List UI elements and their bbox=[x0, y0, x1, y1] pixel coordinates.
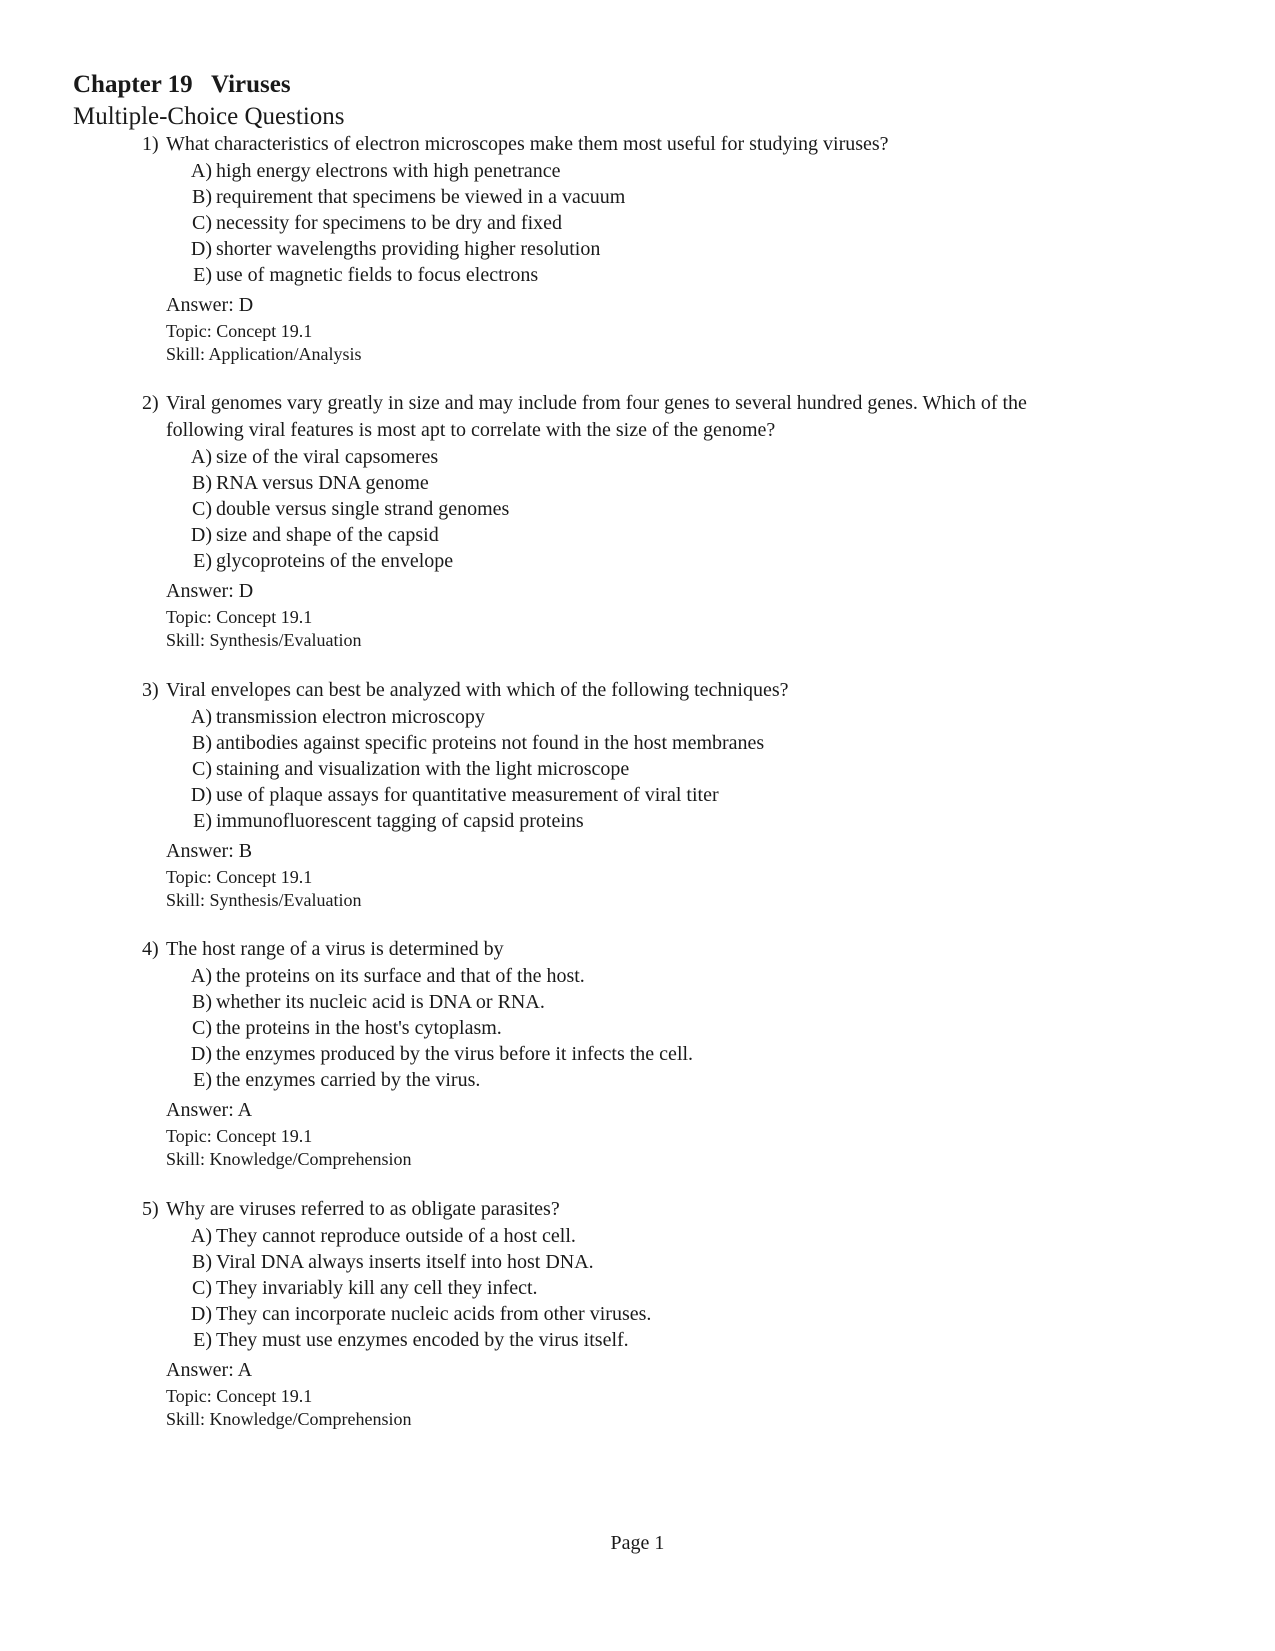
option-letter: A) bbox=[190, 1225, 212, 1247]
question-number: 1) bbox=[142, 133, 159, 155]
answer-key: Answer: D bbox=[166, 580, 254, 602]
answer-key: Answer: A bbox=[166, 1359, 253, 1381]
option-text: immunofluorescent tagging of capsid proteins bbox=[216, 810, 584, 832]
option-text: the proteins in the host's cytoplasm. bbox=[216, 1017, 502, 1039]
question-text: What characteristics of electron microscopes make them most useful for studying viruses? bbox=[166, 133, 889, 155]
option-letter: D) bbox=[190, 1303, 212, 1325]
question-text: following viral features is most apt to correlate with the size of the genome? bbox=[166, 419, 776, 441]
option-letter: C) bbox=[192, 212, 212, 234]
option-text: double versus single strand genomes bbox=[216, 498, 510, 520]
option-letter: D) bbox=[190, 238, 212, 260]
question-text: Why are viruses referred to as obligate parasites? bbox=[166, 1198, 560, 1220]
question-number: 4) bbox=[142, 938, 159, 960]
option-text: necessity for specimens to be dry and fixed bbox=[216, 212, 563, 234]
skill-label: Skill: Synthesis/Evaluation bbox=[166, 890, 362, 910]
option-letter: A) bbox=[190, 706, 212, 728]
option-text: the enzymes carried by the virus. bbox=[216, 1069, 481, 1091]
chapter-title: Chapter 19 Viruses bbox=[73, 71, 291, 98]
option-text: staining and visualization with the light microscope bbox=[216, 758, 630, 780]
option-text: size and shape of the capsid bbox=[216, 524, 439, 546]
option-text: requirement that specimens be viewed in a vacuum bbox=[216, 186, 626, 208]
topic-label: Topic: Concept 19.1 bbox=[166, 1126, 313, 1146]
option-text: transmission electron microscopy bbox=[216, 706, 485, 728]
option-text: the enzymes produced by the virus before it infects the cell. bbox=[216, 1043, 694, 1065]
answer-key: Answer: B bbox=[166, 840, 253, 862]
option-letter: A) bbox=[190, 160, 212, 182]
option-letter: B) bbox=[192, 991, 212, 1013]
option-text: whether its nucleic acid is DNA or RNA. bbox=[216, 991, 545, 1013]
option-letter: C) bbox=[192, 1277, 212, 1299]
question-number: 5) bbox=[142, 1198, 159, 1220]
option-letter: E) bbox=[193, 810, 212, 832]
option-letter: C) bbox=[192, 498, 212, 520]
option-letter: B) bbox=[192, 732, 212, 754]
option-letter: A) bbox=[190, 965, 212, 987]
option-text: They must use enzymes encoded by the virus itself. bbox=[216, 1329, 629, 1351]
answer-key: Answer: D bbox=[166, 294, 254, 316]
option-text: size of the viral capsomeres bbox=[216, 446, 439, 468]
skill-label: Skill: Application/Analysis bbox=[166, 344, 362, 364]
option-letter: D) bbox=[190, 1043, 212, 1065]
option-text: Viral DNA always inserts itself into host DNA. bbox=[216, 1251, 594, 1273]
question-number: 2) bbox=[142, 392, 159, 414]
option-letter: D) bbox=[190, 784, 212, 806]
option-letter: A) bbox=[190, 446, 212, 468]
option-text: RNA versus DNA genome bbox=[216, 472, 429, 494]
option-text: They cannot reproduce outside of a host cell. bbox=[216, 1225, 576, 1247]
option-letter: B) bbox=[192, 1251, 212, 1273]
topic-label: Topic: Concept 19.1 bbox=[166, 321, 313, 341]
question-text: Viral genomes vary greatly in size and may include from four genes to several hundred genes. Which of the bbox=[166, 392, 1027, 414]
question-text: The host range of a virus is determined by bbox=[166, 938, 504, 960]
question-number: 3) bbox=[142, 679, 159, 701]
option-letter: B) bbox=[192, 186, 212, 208]
option-text: the proteins on its surface and that of the host. bbox=[216, 965, 585, 987]
option-letter: C) bbox=[192, 758, 212, 780]
topic-label: Topic: Concept 19.1 bbox=[166, 867, 313, 887]
skill-label: Skill: Synthesis/Evaluation bbox=[166, 630, 362, 650]
section-title: Multiple-Choice Questions bbox=[73, 103, 345, 130]
page-number: Page 1 bbox=[610, 1532, 665, 1554]
option-text: shorter wavelengths providing higher resolution bbox=[216, 238, 601, 260]
answer-key: Answer: A bbox=[166, 1099, 253, 1121]
option-text: use of plaque assays for quantitative measurement of viral titer bbox=[216, 784, 719, 806]
option-letter: B) bbox=[192, 472, 212, 494]
skill-label: Skill: Knowledge/Comprehension bbox=[166, 1149, 412, 1169]
skill-label: Skill: Knowledge/Comprehension bbox=[166, 1409, 412, 1429]
option-text: use of magnetic fields to focus electrons bbox=[216, 264, 539, 286]
option-letter: C) bbox=[192, 1017, 212, 1039]
topic-label: Topic: Concept 19.1 bbox=[166, 1386, 313, 1406]
option-text: high energy electrons with high penetrance bbox=[216, 160, 561, 182]
option-letter: E) bbox=[193, 1069, 212, 1091]
option-letter: D) bbox=[190, 524, 212, 546]
option-letter: E) bbox=[193, 550, 212, 572]
option-letter: E) bbox=[193, 264, 212, 286]
topic-label: Topic: Concept 19.1 bbox=[166, 607, 313, 627]
option-letter: E) bbox=[193, 1329, 212, 1351]
option-text: They invariably kill any cell they infect. bbox=[216, 1277, 538, 1299]
question-text: Viral envelopes can best be analyzed with which of the following techniques? bbox=[166, 679, 789, 701]
option-text: glycoproteins of the envelope bbox=[216, 550, 454, 572]
option-text: They can incorporate nucleic acids from other viruses. bbox=[216, 1303, 652, 1325]
option-text: antibodies against specific proteins not found in the host membranes bbox=[216, 732, 765, 754]
